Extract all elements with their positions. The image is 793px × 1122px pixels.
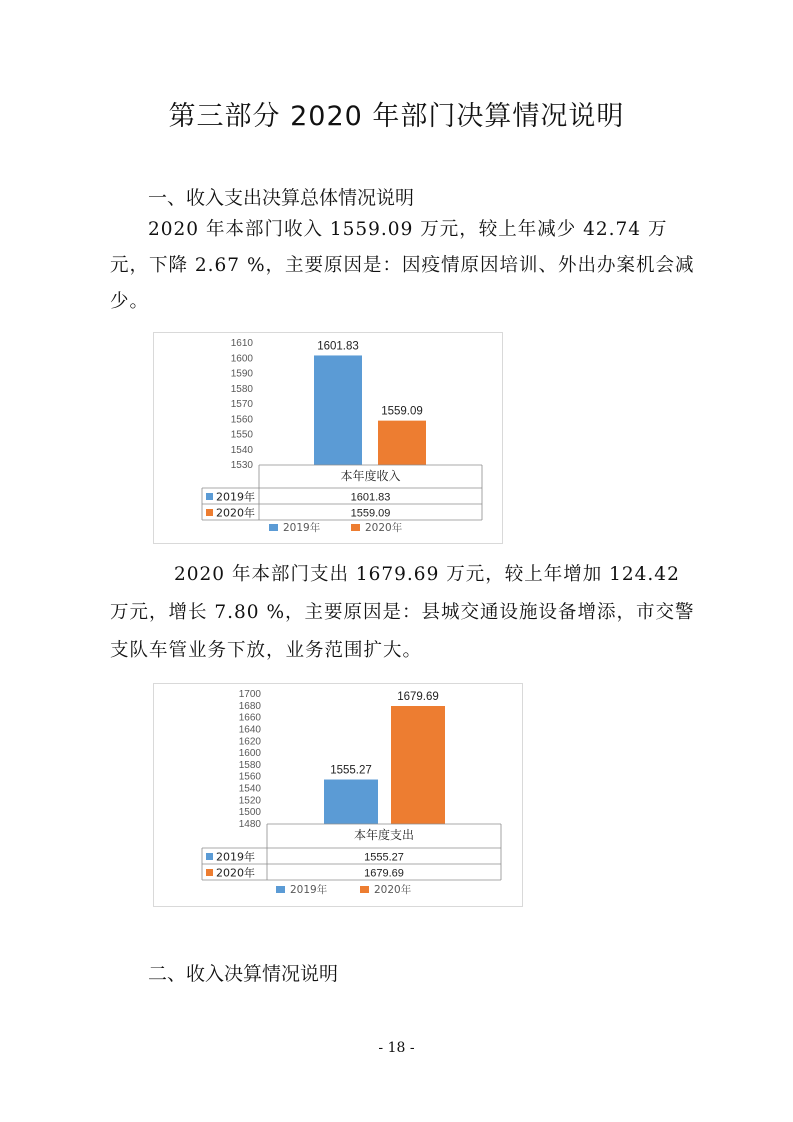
income-chart (153, 332, 503, 544)
table-series-name: 2019年 (216, 490, 255, 504)
bar-2020年 (378, 421, 426, 465)
table-value: 1679.69 (364, 867, 404, 880)
table-series-name: 2020年 (216, 866, 255, 880)
y-tick-label: 1640 (238, 724, 261, 736)
data-label: 1679.69 (397, 691, 439, 704)
y-tick-label: 1580 (238, 759, 261, 771)
y-tick-label: 1610 (230, 338, 253, 349)
income-chart-svg (154, 333, 502, 543)
legend-key (269, 524, 278, 531)
bar-2019年 (314, 355, 362, 465)
y-tick-label: 1500 (238, 807, 261, 819)
y-tick-label: 1600 (238, 748, 261, 760)
legend-label: 2020年 (365, 522, 403, 534)
income-paragraph: 2020 年本部门收入 1559.09 万元，较上年减少 42.74 万元，下降 2.67 %，主要原因是：因疫情原因培训、外出办案机会减少。 (110, 219, 695, 312)
page-number: - 18 - (378, 1040, 415, 1056)
legend-key (351, 524, 360, 531)
y-tick-label: 1480 (238, 819, 261, 830)
y-tick-label: 1590 (230, 368, 253, 380)
expense-chart (153, 683, 523, 907)
table-legend-key (206, 853, 213, 860)
y-tick-label: 1520 (238, 795, 261, 807)
y-tick-label: 1700 (238, 689, 261, 700)
expense-chart-svg (154, 684, 522, 906)
table-legend-key (206, 869, 213, 876)
table-value: 1555.27 (364, 851, 404, 864)
y-tick-label: 1660 (238, 712, 261, 724)
y-tick-label: 1620 (238, 736, 261, 748)
y-tick-label: 1540 (230, 444, 253, 456)
y-tick-label: 1530 (230, 460, 253, 471)
page-title: 第三部分 2020 年部门决算情况说明 (168, 101, 625, 132)
table-series-name: 2020年 (216, 506, 255, 520)
legend-label: 2019年 (290, 884, 328, 896)
bar-2019年 (324, 780, 378, 824)
y-tick-label: 1680 (238, 700, 261, 712)
expense-paragraph: 2020 年本部门支出 1679.69 万元，较上年增加 124.42 万元，增长 7.80 %，主要原因是：县城交通设施设备增添，市交警支队车管业务下放，业务范围扩大。 (110, 564, 695, 661)
y-tick-label: 1540 (238, 783, 261, 795)
table-legend-key (206, 509, 213, 516)
data-label: 1555.27 (330, 764, 372, 777)
table-series-name: 2019年 (216, 850, 255, 864)
legend-label: 2020年 (374, 884, 412, 896)
category-label: 本年度支出 (353, 828, 415, 842)
y-tick-label: 1560 (230, 414, 253, 426)
table-legend-key (206, 493, 213, 500)
y-tick-label: 1560 (238, 771, 261, 783)
legend-key (360, 886, 369, 893)
table-value: 1559.09 (350, 507, 391, 520)
data-label: 1601.83 (317, 340, 359, 353)
category-label: 本年度收入 (340, 469, 401, 483)
y-tick-label: 1580 (230, 383, 253, 395)
y-tick-label: 1570 (230, 399, 253, 410)
section-heading-2: 二、收入决算情况说明 (148, 963, 339, 985)
legend-label: 2019年 (283, 522, 321, 534)
table-value: 1601.83 (350, 491, 391, 504)
legend-key (276, 886, 285, 893)
bar-2020年 (391, 706, 445, 824)
data-label: 1559.09 (381, 405, 423, 418)
section-heading-1: 一、收入支出决算总体情况说明 (148, 187, 415, 209)
y-tick-label: 1600 (230, 353, 253, 365)
y-tick-label: 1550 (230, 429, 253, 441)
